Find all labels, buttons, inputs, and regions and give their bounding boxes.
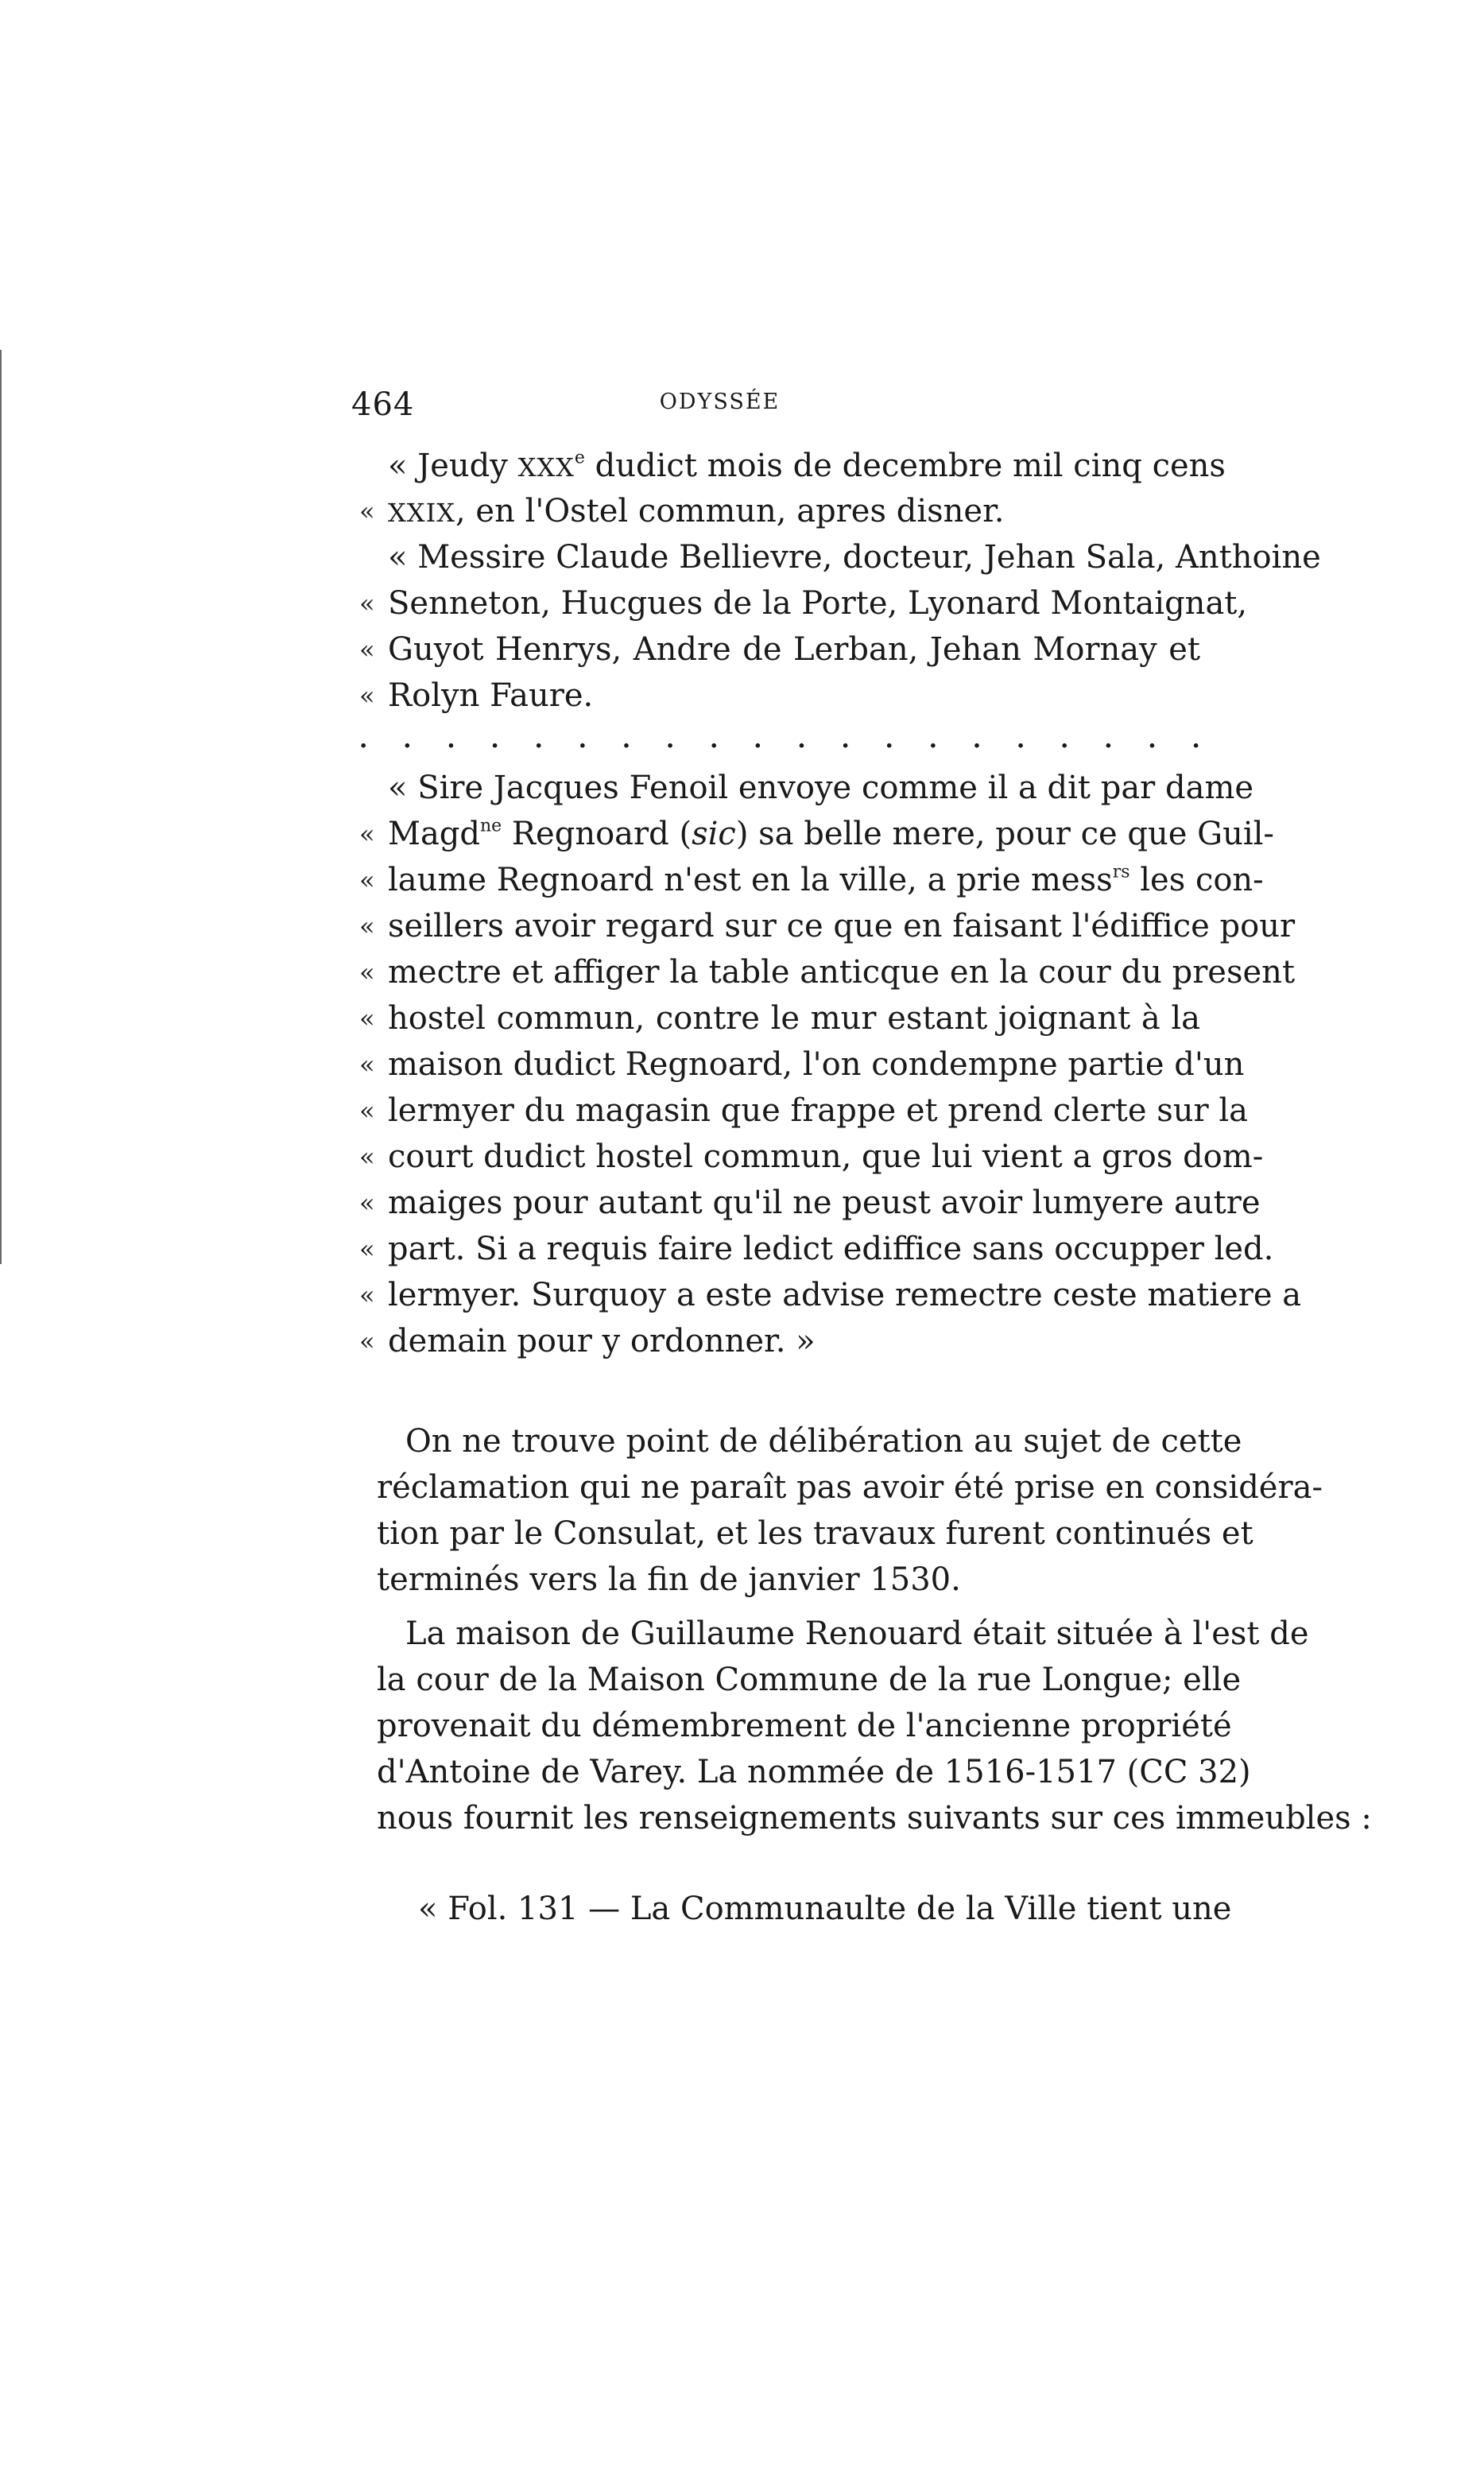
ellipsis-dot: . (1016, 725, 1025, 754)
ellipsis-dot: . (797, 725, 806, 754)
ellipsis-dot: . (754, 725, 762, 754)
ellipsis-dot: . (1104, 725, 1113, 754)
ellipsis-dot: . (885, 725, 893, 754)
ellipsis-dot: . (972, 725, 982, 754)
ellipsis-dot: . (622, 725, 631, 754)
ellipsis-row (359, 723, 1200, 755)
page-number: 464 (351, 386, 415, 423)
ellipsis-dot: . (1148, 725, 1157, 754)
ellipsis-dot: . (928, 725, 938, 754)
ellipsis-dot: . (1060, 725, 1069, 754)
ellipsis-dot: . (1191, 725, 1200, 754)
scan-edge-line (0, 350, 2, 1264)
ellipsis-dot: . (359, 725, 368, 754)
running-title: ODYSSÉE (659, 390, 781, 414)
ellipsis-dot: . (710, 725, 719, 754)
page-header (0, 382, 1484, 429)
ellipsis-dot: . (447, 725, 455, 754)
book-page: 464 ODYSSÉE « Jeudy XXXe dudict mois de decembre mil cinq cens « XXIX, en l'Ostel commun, apres disner. « Messire Claude Bellievre, docteur, Jehan Sala, Anthoine « Senneton, Hucgues de la Porte, Lyonard Montaignat, « Guyot Henrys, Andre de Lerban, Jehan Mornay et « Rolyn Faure. . . . . . . . . . . . . . . . . . . . . « Sire Jacques Fenoil envoye comme il a dit par dame « Magd$^{ne}$ Regnoard (sic) sa belle mere, pour ce que Guil- « laume Regnoard n'est en la ville, a prie mess$^{rs}$ les con- « seillers avoir regard sur ce que en faisant l'édiffice pour « mectre et affiger la table anticque en la cour du present « hostel commun, contre le mur estant joignant à la « maison dudict Regnoard, l'on condempne partie d'un « lermyer du magasin que frappe et prend clerte sur la « court dudict hostel commun, que lui vient a gros dom- « maiges pour autant qu'il ne peust avoir lumyere autre « part. Si a requis faire ledict ediffice sans occupper led. « lermyer. Surquoy a este advise remectre ceste matiere a « demain pour y ordonner. » On ne trouve point de délibération au sujet de cette réclamation qui ne paraît pas avoir été prise en considéra- tion par le Consulat, et les travaux furent continués et terminés vers la fin de janvier 1530. La maison de Guillaume Renouard était située à l'est de la cour de la Maison Commune de la rue Longue; elle provenait du démembrement de l'ancienne propriété d'Antoine de Varey. La nommée de 1516-1517 (CC 32) nous fournit les renseignements suivants sur ces immeubles : « Fol. 131 — La Communaulte de la Ville tient une (0, 0, 1484, 2490)
ellipsis-dot: . (841, 725, 850, 754)
ellipsis-dot: . (578, 725, 587, 754)
ellipsis-dot: . (490, 725, 499, 754)
ellipsis-dot: . (665, 725, 675, 754)
ellipsis-dot: . (534, 725, 543, 754)
ellipsis-dot: . (403, 725, 412, 754)
